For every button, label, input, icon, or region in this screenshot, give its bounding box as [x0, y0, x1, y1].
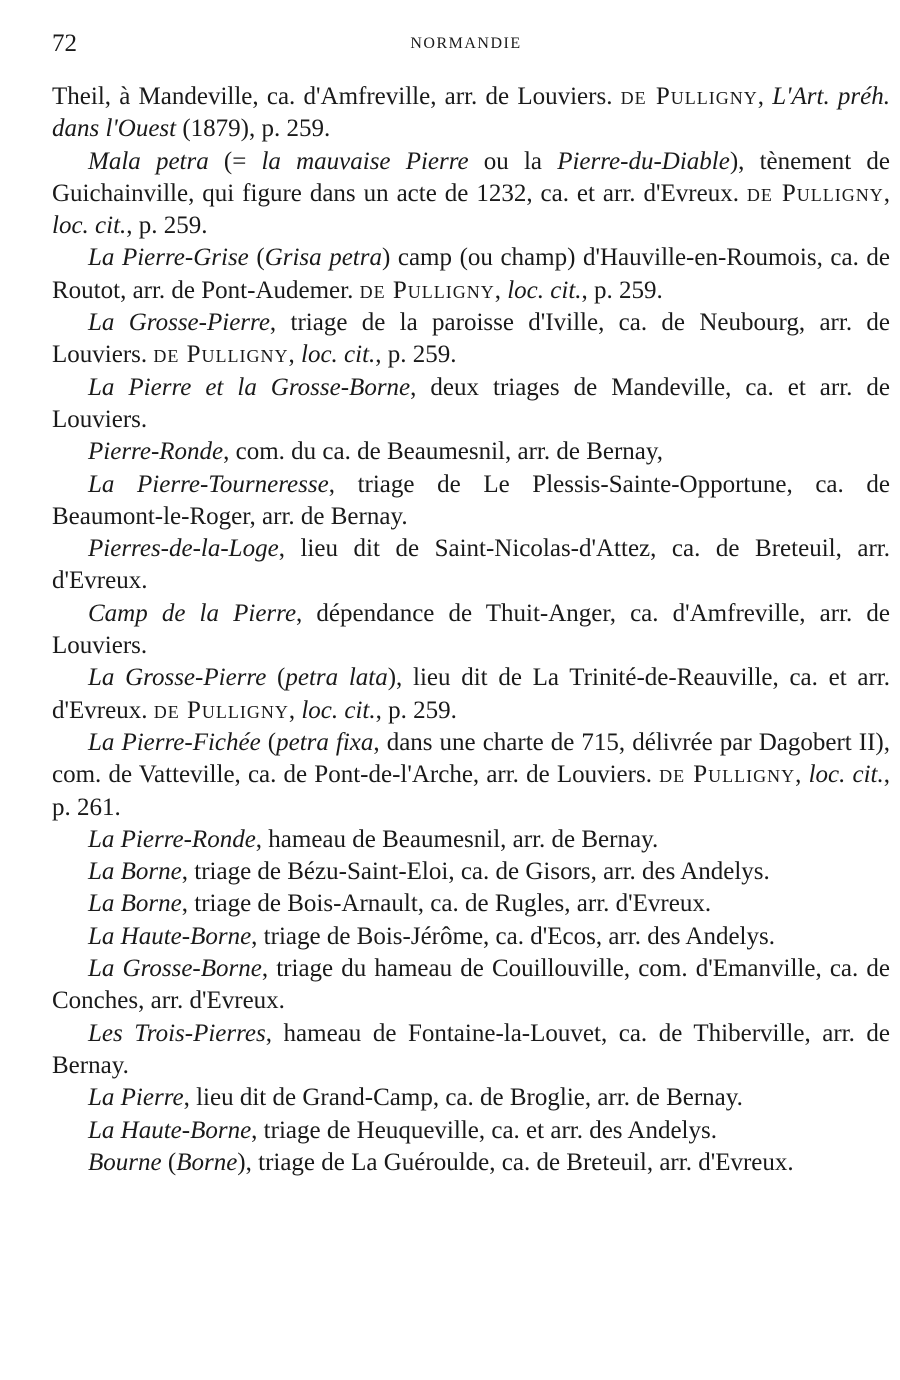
author: de Pulligny — [359, 276, 495, 304]
author: de Pulligny — [153, 696, 289, 724]
place-name: La Pierre-Fichée — [88, 728, 261, 756]
place-name: Camp de la Pierre — [88, 599, 297, 627]
place-name: La Borne — [88, 890, 182, 918]
place-name: La Haute-Borne — [88, 1116, 252, 1144]
place-name: Les Trois-Pierres — [88, 1019, 266, 1047]
place-name: Pierres-de-la-Loge — [88, 535, 279, 563]
page-header — [52, 30, 880, 60]
entry-7: Pierres-de-la-Loge, lieu dit de Saint-Nicolas-d'Attez, ca. de Breteuil, arr. d'Evreux. — [52, 535, 890, 595]
entry-3: La Grosse-Pierre, triage de la paroisse d'Iville, ca. de Neubourg, arr. de Louviers. de Pulligny, loc. cit., p. 259. — [52, 309, 891, 369]
place-name: La Grosse-Borne — [88, 955, 262, 983]
running-title: NORMANDIE — [410, 35, 522, 52]
entry-14: La Haute-Borne, triage de Bois-Jérôme, ca. d'Ecos, arr. des Andelys. — [88, 922, 775, 950]
place-name: La Grosse-Pierre — [88, 309, 270, 337]
author: de Pulligny — [746, 179, 884, 207]
place-name: La Pierre-Ronde — [88, 825, 256, 853]
place-name: Bourne — [88, 1148, 162, 1176]
citation: loc. cit. — [808, 761, 884, 789]
place-name: La Pierre et la Grosse-Borne — [88, 373, 411, 401]
entry-6: La Pierre-Tourneresse, triage de Le Plessis-Sainte-Opportune, ca. de Beaumont-le-Roger, arr. de Bernay. — [52, 470, 890, 530]
citation: L'Art. préh. dans l'Ouest — [52, 83, 890, 143]
entry-16: Les Trois-Pierres, hameau de Fontaine-la-Louvet, ca. de Thiberville, arr. de Bernay. — [52, 1019, 890, 1079]
entry-12: La Borne, triage de Bézu-Saint-Eloi, ca. de Gisors, arr. des Andelys. — [88, 858, 770, 886]
author: de Pulligny — [153, 341, 289, 369]
place-name: Mala petra — [88, 147, 209, 175]
citation: loc. cit. — [301, 341, 376, 369]
entry-10: La Pierre-Fichée (petra fixa, dans une charte de 715, délivrée par Dagobert II), com. de Vatteville, ca. de Pont-de-l'Arche, arr. de Louviers. de Pulligny, loc. cit., p. 261. — [52, 728, 891, 821]
entry-17: La Pierre, lieu dit de Grand-Camp, ca. de Broglie, arr. de Bernay. — [88, 1084, 743, 1112]
entry-2: La Pierre-Grise (Grisa petra) camp (ou champ) d'Hauville-en-Roumois, ca. de Routot, arr. de Pont-Audemer. de Pulligny, loc. cit., p. 259. — [52, 244, 891, 304]
entry-4: La Pierre et la Grosse-Borne, deux triages de Mandeville, ca. et arr. de Louviers. — [52, 373, 890, 433]
place-name: La Grosse-Pierre — [88, 664, 267, 692]
author: de Pulligny — [659, 761, 796, 789]
author: de Pulligny — [620, 83, 758, 110]
entry-0: Theil, à Mandeville, ca. d'Amfreville, arr. de Louviers. de Pulligny, L'Art. préh. dans l'Ouest (1879), p. 259. — [52, 83, 890, 143]
page-number: 72 — [52, 30, 77, 57]
entry-8: Camp de la Pierre, dépendance de Thuit-Anger, ca. d'Amfreville, arr. de Louviers. — [52, 599, 890, 660]
entry-18: La Haute-Borne, triage de Heuqueville, ca. et arr. des Andelys. — [88, 1116, 717, 1144]
place-name: La Haute-Borne — [88, 922, 252, 950]
entry-15: La Grosse-Borne, triage du hameau de Couillouville, com. d'Emanville, ca. de Conches, arr. d'Evreux. — [52, 955, 890, 1015]
entry-11: La Pierre-Ronde, hameau de Beaumesnil, arr. de Bernay. — [88, 825, 659, 853]
entry-19: Bourne (Borne), triage de La Guéroulde, ca. de Breteuil, arr. d'Evreux. — [88, 1148, 794, 1176]
entry-5: Pierre-Ronde, com. du ca. de Beaumesnil, arr. de Bernay, — [88, 438, 664, 466]
place-name: La Borne — [88, 858, 182, 886]
citation: loc. cit. — [507, 276, 582, 304]
place-name: La Pierre-Grise — [88, 244, 249, 272]
page-body — [52, 81, 890, 1179]
place-name: Pierre-Ronde — [88, 438, 224, 466]
citation: loc. cit. — [52, 212, 127, 240]
entry-9: La Grosse-Pierre (petra lata), lieu dit de La Trinité-de-Reauville, ca. et arr. d'Evreux. de Pulligny, loc. cit., p. 259. — [52, 664, 890, 724]
place-name: La Pierre — [88, 1084, 184, 1112]
place-name: La Pierre-Tourneresse — [88, 470, 329, 498]
entry-1: Mala petra (= la mauvaise Pierre ou la Pierre-du-Diable), tènement de Guichainville, qui figure dans un acte de 1232, ca. et arr. d'Evreux. de Pulligny, loc. cit., p. 259. — [52, 147, 890, 240]
entry-13: La Borne, triage de Bois-Arnault, ca. de Rugles, arr. d'Evreux. — [88, 890, 712, 918]
citation: loc. cit. — [301, 696, 376, 724]
